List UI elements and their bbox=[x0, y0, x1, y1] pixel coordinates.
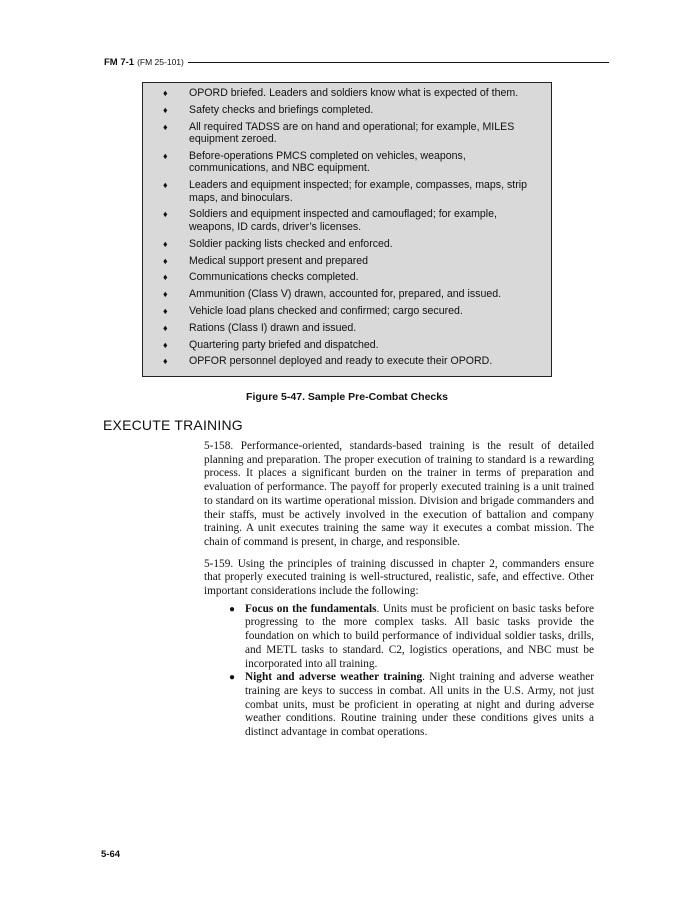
page-header bbox=[104, 55, 609, 69]
paragraph-5-159: 5-159. Using the principles of training discussed in chapter 2, commanders ensure that properly executed training is well-structured, realistic, safe, and effective. Other important considerations include the following: bbox=[204, 557, 594, 598]
diamond-bullet-icon: ♦ bbox=[163, 150, 168, 161]
manual-number: FM 7-1 bbox=[104, 56, 135, 68]
diamond-bullet-icon: ♦ bbox=[163, 305, 168, 316]
check-item: ♦ OPORD briefed. Leaders and soldiers know what is expected of them. bbox=[163, 87, 519, 99]
diamond-bullet-icon: ♦ bbox=[163, 238, 168, 249]
diamond-bullet-icon: ♦ bbox=[163, 322, 168, 333]
diamond-bullet-icon: ♦ bbox=[163, 180, 168, 191]
list-item bbox=[204, 603, 594, 672]
list-item bbox=[204, 671, 594, 740]
page-number: 5-64 bbox=[101, 849, 121, 860]
section-body bbox=[204, 440, 594, 740]
section-title: EXECUTE TRAINING bbox=[103, 417, 243, 433]
bullet-text: . Night training and adverse weather training are keys to success in combat. All units in the U.S. Army, not just combat units, must be proficient in operating at night and during adverse weather conditions. Routine training under these conditions gives units a distinct advantage in combat operations. bbox=[245, 671, 594, 739]
diamond-bullet-icon: ♦ bbox=[163, 121, 168, 132]
manual-subtitle: (FM 25-101) bbox=[137, 57, 184, 67]
diamond-bullet-icon: ♦ bbox=[163, 356, 168, 367]
check-item: ♦ Leaders and equipment inspected; for example, compasses, maps, strip maps, and binoculars. bbox=[163, 179, 528, 204]
header-rule bbox=[188, 62, 609, 63]
check-item: ♦ Soldier packing lists checked and enforced. bbox=[163, 237, 393, 250]
check-item: ♦ All required TADSS are on hand and operational; for example, MILES equipment zeroed. bbox=[163, 120, 515, 146]
check-item: ♦ OPFOR personnel deployed and ready to execute their OPORD. bbox=[163, 355, 493, 368]
bullet-title: Night and adverse weather training bbox=[245, 671, 423, 684]
diamond-bullet-icon: ♦ bbox=[163, 209, 168, 220]
diamond-bullet-icon: ♦ bbox=[163, 339, 168, 350]
diamond-bullet-icon: ♦ bbox=[163, 289, 168, 300]
bullet-dot-icon: ● bbox=[228, 672, 235, 684]
check-item: ♦ Soldiers and equipment inspected and camouflaged; for example, weapons, ID cards, driver’s licenses. bbox=[163, 208, 497, 233]
checks-list bbox=[163, 87, 545, 368]
check-item: ♦ Communications checks completed. bbox=[163, 271, 359, 284]
diamond-bullet-icon: ♦ bbox=[163, 104, 168, 115]
check-item: ♦ Safety checks and briefings completed. bbox=[163, 103, 374, 116]
considerations-list bbox=[204, 603, 594, 740]
check-item: ♦ Quartering party briefed and dispatched. bbox=[163, 338, 379, 351]
check-item: ♦ Before-operations PMCS completed on vehicles, weapons, communications, and NBC equipment. bbox=[163, 149, 466, 175]
bullet-title: Focus on the fundamentals bbox=[245, 602, 377, 615]
bullet-text: . Units must be proficient on basic tasks before progressing to the more complex tasks. All basic tasks provide the foundation on which to build performance of individual soldier tasks, drills, and METL tasks to standard. C2, logistics operations, and NBC must be incorporated into all training. bbox=[245, 602, 594, 670]
check-item: ♦ Medical support present and prepared bbox=[163, 254, 369, 267]
bullet-dot-icon: ● bbox=[228, 603, 235, 615]
check-item: ♦ Ammunition (Class V) drawn, accounted for, prepared, and issued. bbox=[163, 288, 502, 301]
paragraph-5-158: 5-158. Performance-oriented, standards-based training is the result of detailed planning and preparation. The proper execution of training to standard is a rewarding process. It places a significant burden on the trainer in terms of preparation and evaluation of performance. The payoff for properly executed training is a unit trained to standard on its wartime operational mission. Division and brigade commanders and their staffs, must be actively involved in the execution of battalion and company training. A unit executes training the same way it executes a combat mission. The chain of command is present, in charge, and responsible. bbox=[204, 440, 594, 548]
diamond-bullet-icon: ♦ bbox=[163, 272, 168, 283]
diamond-bullet-icon: ♦ bbox=[163, 88, 168, 98]
check-item: ♦ Vehicle load plans checked and confirmed; cargo secured. bbox=[163, 304, 463, 317]
diamond-bullet-icon: ♦ bbox=[163, 255, 168, 266]
pre-combat-checks-figure bbox=[142, 82, 552, 377]
check-item: ♦ Rations (Class I) drawn and issued. bbox=[163, 321, 357, 334]
figure-caption: Figure 5-47. Sample Pre-Combat Checks bbox=[246, 391, 448, 403]
